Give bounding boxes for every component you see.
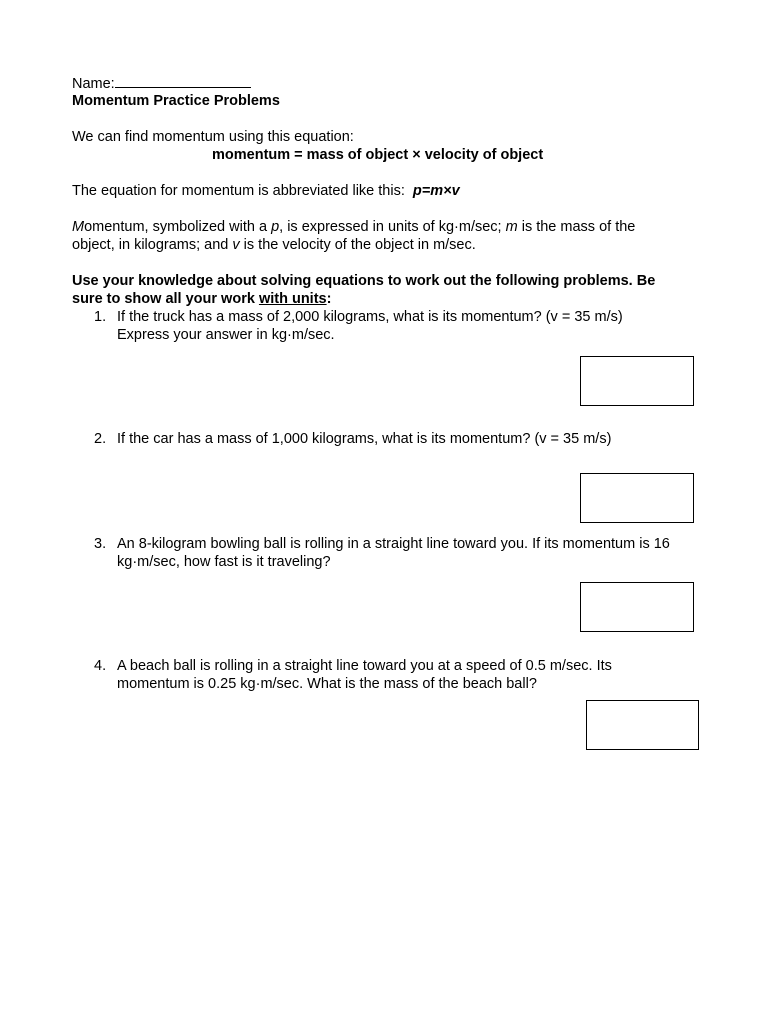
- symbol-v: v: [232, 237, 240, 253]
- instructions-text: sure to show all your work: [72, 291, 259, 307]
- abbreviation-text: The equation for momentum is abbreviated like this:: [72, 183, 405, 199]
- problem-1-text: If the truck has a mass of 2,000 kilograms, what is its momentum? (v = 35 m/s): [117, 309, 623, 325]
- definition-text: is the mass of the: [517, 219, 636, 235]
- answer-box-4[interactable]: [586, 700, 699, 750]
- definition-line-1: [72, 218, 635, 236]
- symbol-p: p: [271, 219, 280, 235]
- name-field: [72, 73, 251, 93]
- problem-3-text: kg·m/sec, how fast is it traveling?: [117, 554, 331, 570]
- name-label: Name:: [72, 76, 115, 92]
- symbol-m: m: [505, 219, 518, 235]
- page-title: Momentum Practice Problems: [72, 93, 280, 109]
- definition-text: is the velocity of the object in m/sec.: [239, 237, 476, 253]
- instructions-line-2: [72, 290, 331, 308]
- instructions-line-1: Use your knowledge about solving equations to work out the following problems. Be: [72, 273, 656, 289]
- problem-3-text: An 8-kilogram bowling ball is rolling in a straight line toward you. If its momentum is 16: [117, 536, 670, 552]
- problem-number: 3.: [94, 536, 107, 552]
- definition-line-2: [72, 236, 476, 254]
- momentum-equation: momentum = mass of object × velocity of object: [212, 147, 544, 163]
- definition-text: omentum, symbolized with a: [84, 219, 272, 235]
- abbreviation-line: [72, 182, 460, 200]
- abbreviated-formula: p=m×v: [412, 183, 460, 199]
- definition-text: , is expressed in units of kg·m/sec;: [279, 219, 506, 235]
- definition-text: object, in kilograms; and: [72, 237, 233, 253]
- with-units-emphasis: with units: [258, 291, 327, 307]
- problem-1-text: Express your answer in kg·m/sec.: [117, 327, 335, 343]
- problem-4-text: momentum is 0.25 kg·m/sec. What is the mass of the beach ball?: [117, 676, 537, 692]
- name-blank-line[interactable]: [115, 73, 251, 88]
- definition-m-word: M: [72, 219, 85, 235]
- intro-line: We can find momentum using this equation:: [72, 129, 354, 145]
- answer-box-2[interactable]: [580, 473, 694, 523]
- problem-number: 1.: [94, 309, 107, 325]
- problem-4-text: A beach ball is rolling in a straight line toward you at a speed of 0.5 m/sec. Its: [117, 658, 612, 674]
- problem-number: 4.: [94, 658, 107, 674]
- problem-number: 2.: [94, 431, 107, 447]
- answer-box-3[interactable]: [580, 582, 694, 632]
- instructions-colon: :: [326, 291, 332, 307]
- problem-2-text: If the car has a mass of 1,000 kilograms, what is its momentum? (v = 35 m/s): [117, 431, 612, 447]
- answer-box-1[interactable]: [580, 356, 694, 406]
